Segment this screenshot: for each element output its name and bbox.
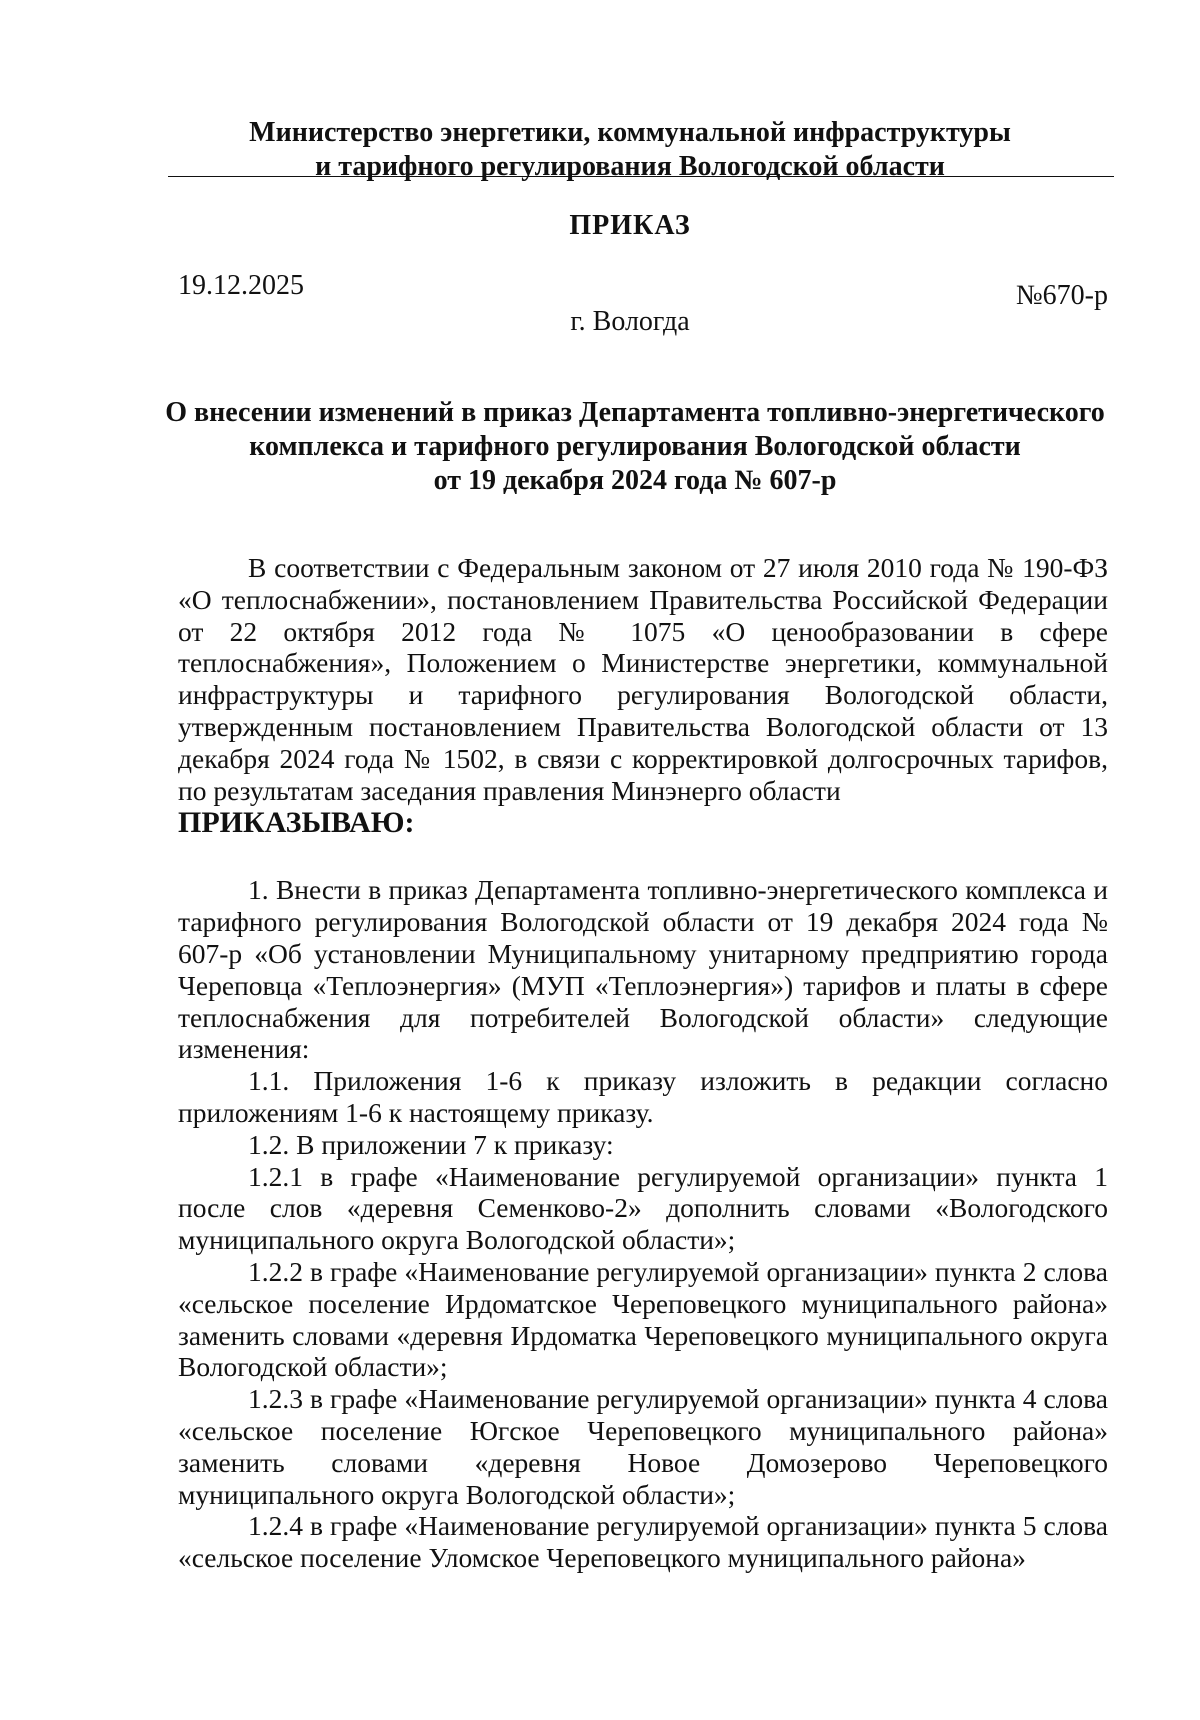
item-1-1: 1.1. Приложения 1-6 к приказу изложить в редакции согласно приложениям 1-6 к настоящему приказу. <box>178 1065 1108 1128</box>
item-1-2-3: 1.2.3 в графе «Наименование регулируемой организации» пункта 4 слова «сельское поселение Югское Череповецкого муниципального района» заменить словами «деревня Новое Домозерово Череповецкого муниципального округа Вологодской области»; <box>178 1383 1108 1510</box>
ministry-line-2: и тарифного регулирования Вологодской области <box>315 151 945 182</box>
item-1-2-2: 1.2.2 в графе «Наименование регулируемой организации» пункта 2 слова «сельское поселение Ирдоматское Череповецкого муниципального района» заменить словами «деревня Ирдоматка Череповецкого муниципального округа Вологодской области»; <box>178 1255 1108 1383</box>
ministry-header <box>150 116 1110 184</box>
preamble-paragraph: В соответствии с Федеральным законом от 27 июля 2010 года № 190-ФЗ «О теплоснабжении», постановлением Правительства Российской Федерации от 22 октября 2012 года № 1075 «О ценообразовании в сфере теплоснабжения», Положением о Министерстве энергетики, коммунальной инфраструктуры и тарифного регулирования Вологодской области, утвержденным постановлением Правительства Вологодской области от 13 декабря 2024 года № 1502, в связи с корректировкой долгосрочных тарифов, по результатам заседания правления Минэнерго области <box>178 552 1108 806</box>
item-1: 1. Внести в приказ Департамента топливно-энергетического комплекса и тарифного регулирования Вологодской области от 19 декабря 2024 года № 607-р «Об установлении Муниципальному унитарному предприятию города Череповца «Теплоэнергия» (МУП «Теплоэнергия») тарифов и платы в сфере теплоснабжения для потребителей Вологодской области» следующие изменения: <box>178 874 1108 1065</box>
subject-line-3: от 19 декабря 2024 года № 607-р <box>433 465 837 496</box>
item-1-2: 1.2. В приложении 7 к приказу: <box>248 1128 614 1160</box>
document-type: ПРИКАЗ <box>569 210 691 241</box>
order-word: ПРИКАЗЫВАЮ: <box>178 806 415 840</box>
document-number: №670-р <box>1015 280 1108 311</box>
item-1-2-4: 1.2.4 в графе «Наименование регулируемой организации» пункта 5 слова «сельское поселение Уломское Череповецкого муниципального района» <box>178 1510 1108 1574</box>
document-city: г. Вологда <box>570 306 690 337</box>
document-body <box>178 552 1108 1574</box>
subject-line-1: О внесении изменений в приказ Департамента топливно-энергетического <box>165 397 1105 428</box>
ministry-line-1: Министерство энергетики, коммунальной инфраструктуры <box>249 117 1011 148</box>
header-divider <box>168 176 1114 177</box>
document-date: 19.12.2025 <box>178 270 304 301</box>
item-1-2-1: 1.2.1 в графе «Наименование регулируемой организации» пункта 1 после слов «деревня Семенково-2» дополнить словами «Вологодского муниципального округа Вологодской области»; <box>178 1160 1108 1256</box>
subject-line-2: комплекса и тарифного регулирования Вологодской области <box>249 431 1021 462</box>
document-subject <box>150 396 1120 498</box>
